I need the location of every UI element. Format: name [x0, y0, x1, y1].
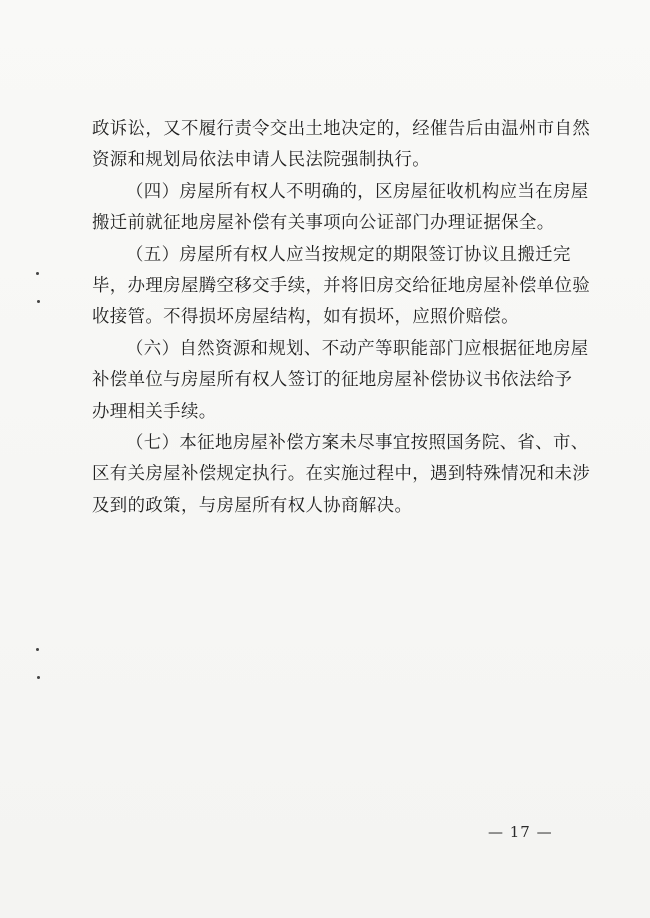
text-line: 办理相关手续。 — [92, 401, 217, 422]
text-line: 区有关房屋补偿规定执行。在实施过程中，遇到特殊情况和未涉 — [92, 464, 591, 485]
text-line: （六）自然资源和规划、不动产等职能部门应根据征地房屋 — [126, 338, 589, 359]
text-line: 政诉讼，又不履行责令交出土地决定的，经催告后由温州市自然 — [92, 119, 591, 139]
text-line: 及到的政策，与房屋所有权人协商解决。 — [92, 495, 413, 516]
binding-hole-mark — [36, 648, 39, 651]
text-line: （四）房屋所有权人不明确的，区房屋征收机构应当在房屋 — [126, 181, 589, 202]
binding-hole-mark — [37, 300, 40, 303]
body-text — [92, 114, 591, 522]
binding-hole-mark — [37, 676, 40, 679]
text-line: 收接管。不得损坏房屋结构，如有损坏，应照价赔偿。 — [92, 307, 519, 328]
text-line: （七）本征地房屋补偿方案未尽事宜按照国务院、省、市、 — [126, 433, 589, 454]
text-line: 资源和规划局依法申请人民法院强制执行。 — [92, 150, 431, 171]
text-line: 毕，办理房屋腾空移交手续，并将旧房交给征地房屋补偿单位验 — [92, 276, 591, 297]
text-line: 补偿单位与房屋所有权人签订的征地房屋补偿协议书依法给予 — [92, 370, 573, 391]
page-number: — 17 — — [488, 823, 553, 841]
text-line: 搬迁前就征地房屋补偿有关事项向公证部门办理证据保全。 — [92, 213, 555, 234]
text-line: （五）房屋所有权人应当按规定的期限签订协议且搬迁完 — [126, 244, 571, 265]
binding-hole-mark — [36, 272, 39, 275]
